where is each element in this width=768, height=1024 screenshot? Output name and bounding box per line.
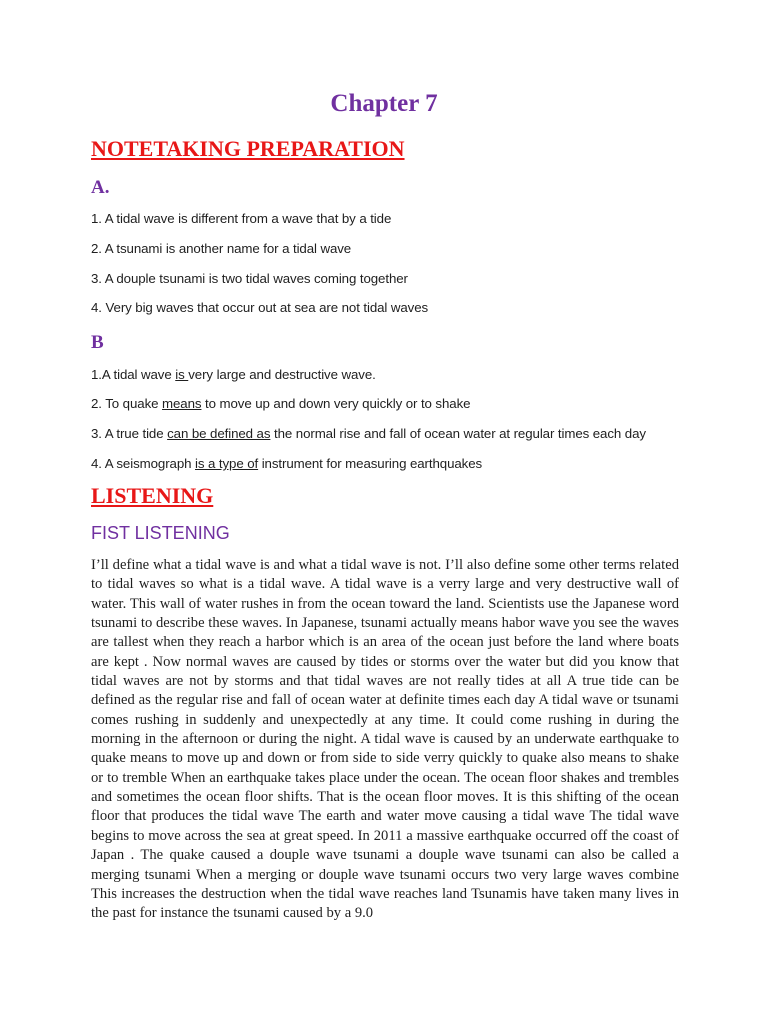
item-text: 2. To quake (91, 396, 163, 411)
section-b-item (91, 456, 482, 471)
item-text: to move up and down very quickly or to shake (201, 396, 471, 411)
section-a-label: A. (91, 177, 110, 198)
underlined-term: means (162, 396, 202, 411)
section-b-label: B (91, 332, 104, 353)
fist-listening-subheading: FIST LISTENING (91, 523, 230, 543)
section-a-item: 2. A tsunami is another name for a tidal wave (91, 241, 352, 256)
listening-paragraph: I’ll define what a tidal wave is and what a tidal wave is not. I’ll also define some other terms related to tidal waves so what is a tidal wave. A tidal wave is a verry large and very destructive wall of water. This wall of water rushes in from the ocean toward the land. Scientists use the Japanese word tsunami to describe these waves. In Japanese, tsunami actually means habor wave you see the waves are tallest when they reach a harbor which is an area of the ocean just before the land where boats are kept . Now normal waves are caused by tides or storms over the water but did you know that tidal waves are not by storms and that tidal waves are not really tides at all A true tide can be defined as the regular rise and fall of ocean water at definite times each day A tidal wave or tsunami comes rushing in suddenly and unexpectedly at any time. It could come rushing in during the morning in the afternoon or during the night. A tidal wave is caused by an underwate earthquake to quake means to move up and down or from side to side verry quickly to quake also means to shake or to tremble When an earthquake takes place under the ocean. The ocean floor shakes and trembles and sometimes the ocean floor shifts. That is the ocean floor moves. It is this shifting of the ocean floor that produces the tidal wave The earth and water move causing a tidal wave The tidal wave begins to move across the sea at great speed. In 2011 a massive earthquake occurred off the coast of Japan . The quake caused a douple wave tsunami a douple wave tsunami can also be called a merging tsunami When a merging or douple wave tsunami occurs two very large waves combine This increases the destruction when the tidal wave reaches land Tsunamis have taken many lives in the past for instance the tsunami caused by a 9.0 (91, 557, 679, 922)
listening-heading: LISTENING (91, 483, 214, 508)
section-b-item (91, 367, 376, 382)
item-text: instrument for measuring earthquakes (258, 456, 483, 471)
underlined-term: is a type of (195, 456, 259, 471)
item-text: 3. A true tide (91, 426, 168, 441)
item-text: 4. A seismograph (91, 456, 195, 471)
section-a-item: 3. A douple tsunami is two tidal waves coming together (91, 271, 408, 286)
item-text: 1.A tidal wave (91, 367, 176, 382)
section-a-item: 1. A tidal wave is different from a wave that by a tide (91, 211, 392, 226)
underlined-term: can be defined as (167, 426, 271, 441)
section-a-item: 4. Very big waves that occur out at sea are not tidal waves (91, 300, 429, 315)
item-text: the normal rise and fall of ocean water at regular times each day (270, 426, 646, 441)
item-text: very large and destructive wave. (188, 367, 376, 382)
section-b-item (91, 426, 646, 441)
underlined-term: is (175, 367, 189, 382)
chapter-title: Chapter 7 (330, 90, 438, 117)
section-b-item (91, 396, 470, 411)
notetaking-heading: NOTETAKING PREPARATION (91, 136, 405, 161)
